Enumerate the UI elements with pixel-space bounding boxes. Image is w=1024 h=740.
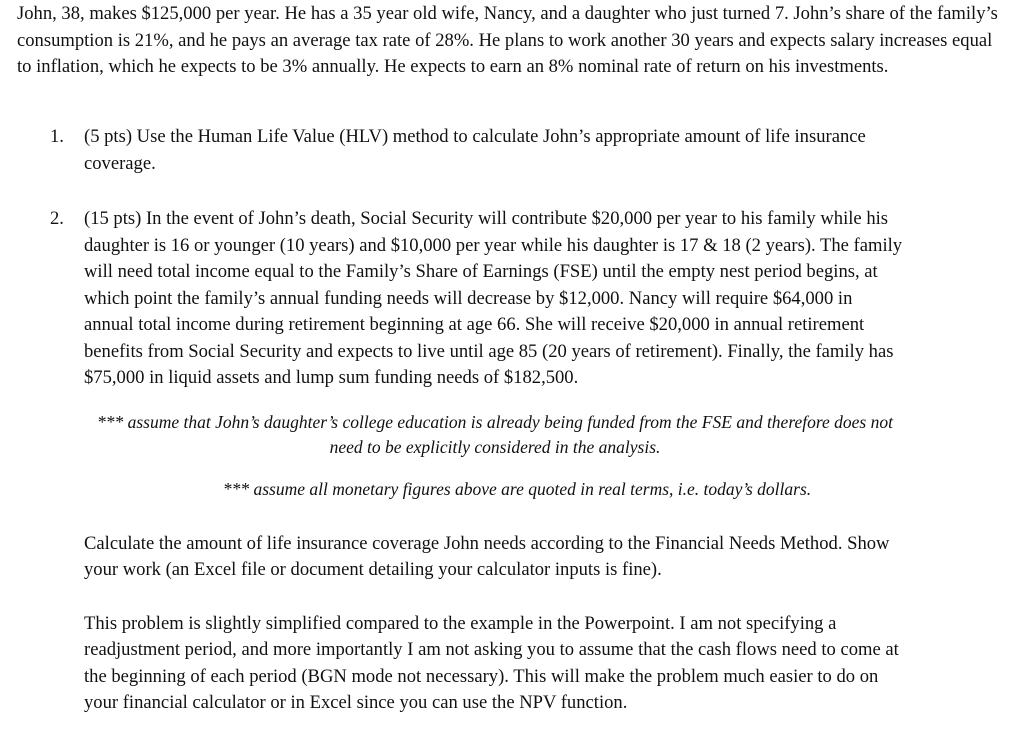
question-item bbox=[17, 206, 904, 392]
question-list bbox=[17, 124, 1017, 717]
assumption-note: *** assume all monetary figures above are quoted in real terms, i.e. today’s dollars. bbox=[222, 478, 812, 499]
instruction-paragraph: This problem is slightly simplified compared to the example in the Powerpoint. I am not specifying a readjustment period, and more importantly I am not asking you to assume that the cash flows need to come at the beginning of each period (BGN mode not necessary). This will make the problem much easier to do on your financial calculator or in Excel since you can use the NPV function. bbox=[84, 612, 899, 713]
question-number: 2. bbox=[50, 208, 64, 229]
intro-paragraph: John, 38, makes $125,000 per year. He has a 35 year old wife, Nancy, and a daughter who just turned 7. John’s share of the family’s consumption is 21%, and he pays an average tax rate of 28%. He plans to work another 30 years and expects salary increases equal to inflation, which he expects to be 3% annually. He expects to earn an 8% nominal rate of return on his investments. bbox=[17, 3, 998, 77]
question-text: (15 pts) In the event of John’s death, Social Security will contribute $20,000 per year to his family while his daughter is 16 or younger (10 years) and $10,000 per year while his daughter is 17 & 18 (2 years). The family will need total income equal to the Family’s Share of Earnings (FSE) until the empty nest period begins, at which point the family’s annual funding needs will decrease by $12,000. Nancy will require $64,000 in annual total income during retirement beginning at age 66. She will receive $20,000 in annual retirement benefits from Social Security and expects to live until age 85 (20 years of retirement). Finally, the family has $75,000 in liquid assets and lump sum funding needs of $182,500. bbox=[84, 208, 903, 388]
instruction-paragraph: Calculate the amount of life insurance coverage John needs according to the Financial Needs Method. Show your work (an Excel file or document detailing your calculator inputs is fine). bbox=[84, 532, 890, 580]
question-text: (5 pts) Use the Human Life Value (HLV) method to calculate John’s appropriate amount of life insurance coverage. bbox=[84, 126, 866, 174]
document-page bbox=[17, 0, 1017, 713]
question-number: 1. bbox=[50, 126, 64, 147]
assumption-note: *** assume that John’s daughter’s college education is already being funded from the FSE and therefore does not need to be explicitly considered in the analysis. bbox=[97, 411, 893, 457]
question-item bbox=[17, 124, 884, 177]
